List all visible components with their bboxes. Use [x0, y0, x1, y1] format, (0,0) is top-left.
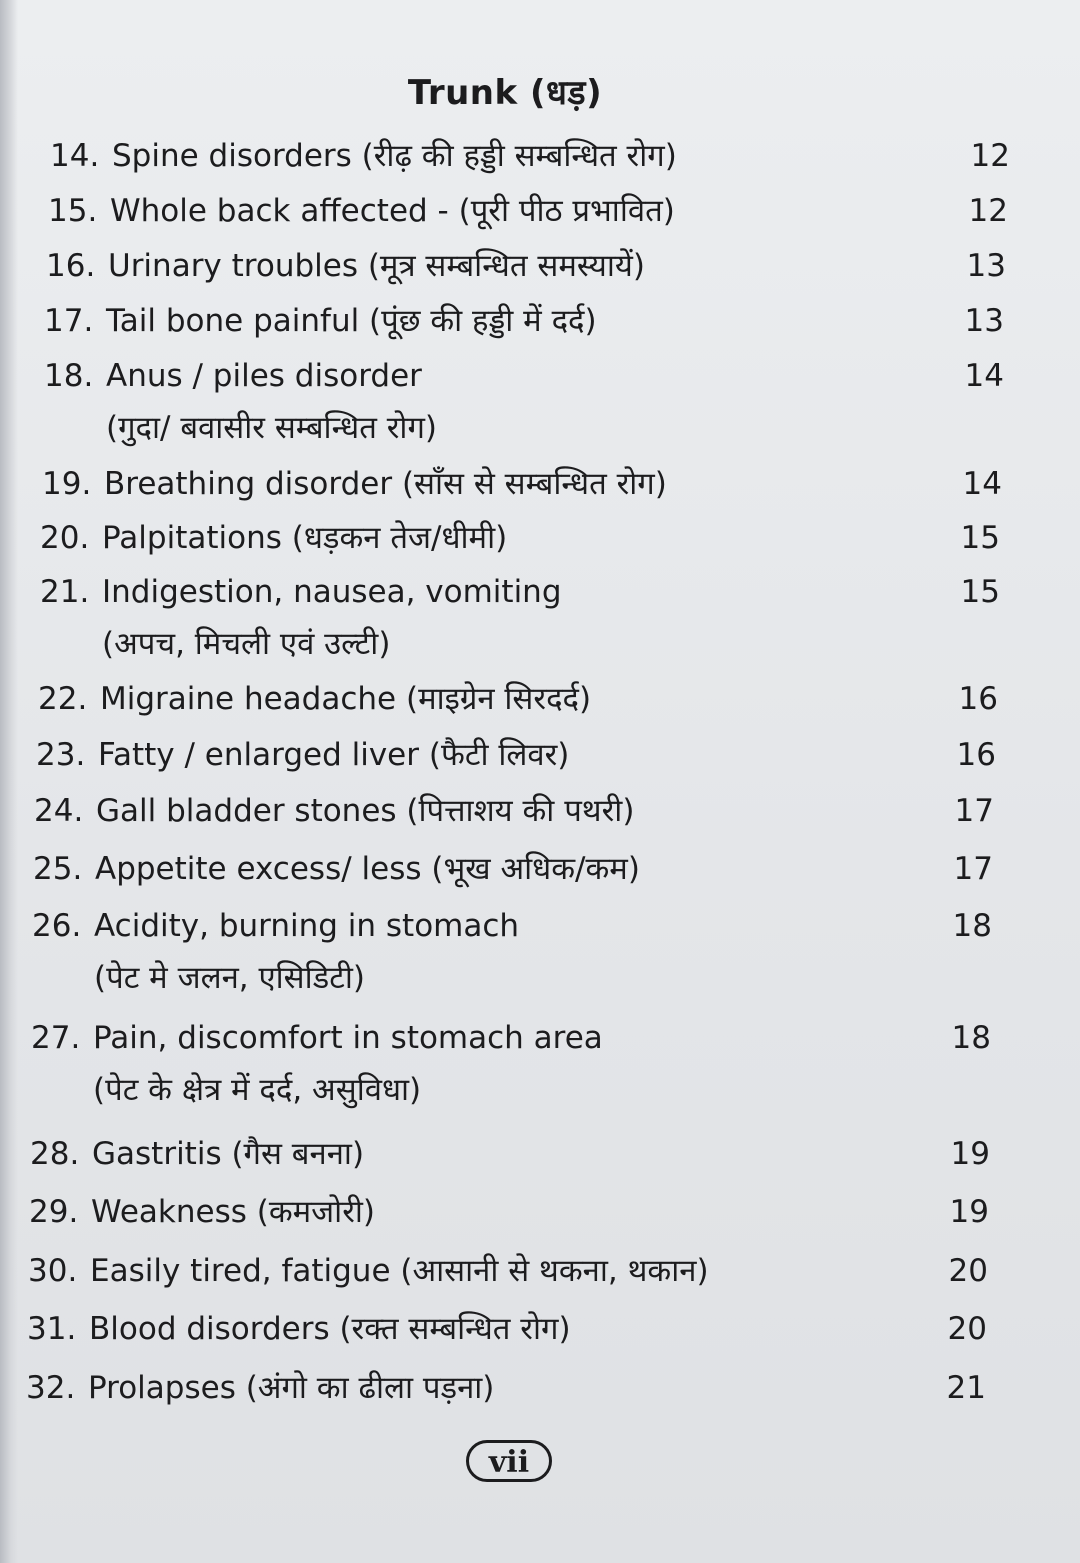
entry-title-line: Spine disorders (रीढ़ की हड्डी सम्बन्धित रोग)	[112, 138, 677, 174]
entry-title-line: Palpitations (धड़कन तेज/धीमी)	[102, 520, 508, 556]
entry-title	[89, 1303, 917, 1355]
entry-title	[112, 130, 940, 182]
entry-title-line: Gastritis (गैस बनना)	[92, 1136, 365, 1172]
entry-number: 27.	[31, 1020, 81, 1056]
toc-entry	[30, 1128, 990, 1180]
entry-number: 19.	[42, 466, 92, 502]
entry-page-number: 21	[946, 1370, 986, 1406]
entry-title	[104, 458, 932, 510]
toc-entry	[36, 729, 996, 781]
page-folio: vii	[466, 1440, 552, 1482]
section-heading: Trunk (धड़)	[407, 73, 603, 113]
entry-page-number: 12	[968, 193, 1008, 229]
entry-title-line: Easily tired, fatigue (आसानी से थकना, थकान)	[90, 1253, 709, 1289]
entry-page-number: 18	[951, 1020, 991, 1056]
entry-title-line: (पेट के क्षेत्र में दर्द, असुविधा)	[93, 1072, 422, 1108]
entry-title-line: (अपच, मिचली एवं उल्टी)	[102, 626, 391, 662]
entry-title-line: Indigestion, nausea, vomiting	[102, 574, 562, 610]
toc-entry	[40, 512, 1000, 564]
entry-page-number: 20	[947, 1311, 987, 1347]
entry-number: 21.	[40, 574, 90, 610]
toc-entry	[31, 1012, 991, 1116]
entry-number: 29.	[29, 1194, 79, 1230]
entry-page-number: 16	[956, 737, 996, 773]
entry-number: 24.	[34, 793, 84, 829]
entry-title-line: Tail bone painful (पूंछ की हड्डी में दर्द)	[106, 303, 597, 339]
entry-title-line: Urinary troubles (मूत्र सम्बन्धित समस्यायें)	[108, 248, 646, 284]
entry-page-number: 19	[949, 1194, 989, 1230]
toc-entry	[34, 785, 994, 837]
entry-title-line: Acidity, burning in stomach	[94, 908, 520, 944]
entry-page-number: 12	[970, 138, 1010, 174]
entry-title-line: Gall bladder stones (पित्ताशय की पथरी)	[96, 793, 635, 829]
entry-number: 28.	[30, 1136, 80, 1172]
toc-entry	[44, 295, 1004, 347]
toc-entry	[29, 1186, 989, 1238]
entry-number: 32.	[26, 1370, 76, 1406]
entry-page-number: 20	[948, 1253, 988, 1289]
entry-page-number: 15	[960, 574, 1000, 610]
entry-title	[106, 350, 934, 454]
entry-title	[94, 900, 922, 1004]
entry-title	[102, 512, 930, 564]
entry-title-line: Fatty / enlarged liver (फैटी लिवर)	[98, 737, 570, 773]
entry-title	[92, 1128, 920, 1180]
toc-entry	[50, 130, 1010, 182]
entry-number: 26.	[32, 908, 82, 944]
entry-title-line: Weakness (कमजोरी)	[91, 1194, 376, 1230]
toc-entry	[48, 185, 1008, 237]
entry-title-line: Blood disorders (रक्त सम्बन्धित रोग)	[89, 1311, 571, 1347]
entry-title	[110, 185, 938, 237]
entry-page-number: 15	[960, 520, 1000, 556]
toc-entry	[32, 900, 992, 1004]
entry-title	[88, 1362, 916, 1414]
entry-title-line: Pain, discomfort in stomach area	[93, 1020, 603, 1056]
entry-number: 25.	[33, 851, 83, 887]
entry-number: 31.	[27, 1311, 77, 1347]
toc-entry	[26, 1362, 986, 1414]
toc-entry	[28, 1245, 988, 1297]
entry-number: 22.	[38, 681, 88, 717]
entry-page-number: 19	[950, 1136, 990, 1172]
entry-title	[90, 1245, 918, 1297]
entry-number: 18.	[44, 358, 94, 394]
entry-title	[95, 843, 923, 895]
entry-page-number: 13	[964, 303, 1004, 339]
entry-title	[93, 1012, 921, 1116]
entry-page-number: 14	[964, 358, 1004, 394]
entry-number: 30.	[28, 1253, 78, 1289]
entry-number: 20.	[40, 520, 90, 556]
entry-page-number: 16	[958, 681, 998, 717]
entry-number: 15.	[48, 193, 98, 229]
entry-title	[108, 240, 936, 292]
entry-title-line: Appetite excess/ less (भूख अधिक/कम)	[95, 851, 640, 887]
toc-entry	[33, 843, 993, 895]
toc-entry	[42, 458, 1002, 510]
entry-title-line: (पेट मे जलन, एसिडिटी)	[94, 960, 365, 996]
entry-page-number: 17	[953, 851, 993, 887]
entry-number: 17.	[44, 303, 94, 339]
entry-title	[91, 1186, 919, 1238]
toc-entry	[40, 566, 1000, 670]
toc-entry	[44, 350, 1004, 454]
toc-entry	[38, 673, 998, 725]
entry-title	[98, 729, 926, 781]
entry-page-number: 14	[962, 466, 1002, 502]
entry-title	[96, 785, 924, 837]
entry-number: 16.	[46, 248, 96, 284]
toc-entry	[46, 240, 1006, 292]
entry-title	[100, 673, 928, 725]
entry-page-number: 13	[966, 248, 1006, 284]
entry-title-line: Anus / piles disorder	[106, 358, 422, 394]
entry-title-line: Breathing disorder (साँस से सम्बन्धित रोग)	[104, 466, 667, 502]
entry-title-line: Migraine headache (माइग्रेन सिरदर्द)	[100, 681, 592, 717]
entry-title-line: (गुदा/ बवासीर सम्बन्धित रोग)	[106, 410, 438, 446]
entry-title	[102, 566, 930, 670]
entry-title-line: Prolapses (अंगो का ढीला पड़ना)	[88, 1370, 495, 1406]
entry-title-line: Whole back affected - (पूरी पीठ प्रभावित)	[110, 193, 675, 229]
entry-page-number: 18	[952, 908, 992, 944]
entry-number: 14.	[50, 138, 100, 174]
entry-title	[106, 295, 934, 347]
toc-entry	[27, 1303, 987, 1355]
entry-page-number: 17	[954, 793, 994, 829]
entry-number: 23.	[36, 737, 86, 773]
